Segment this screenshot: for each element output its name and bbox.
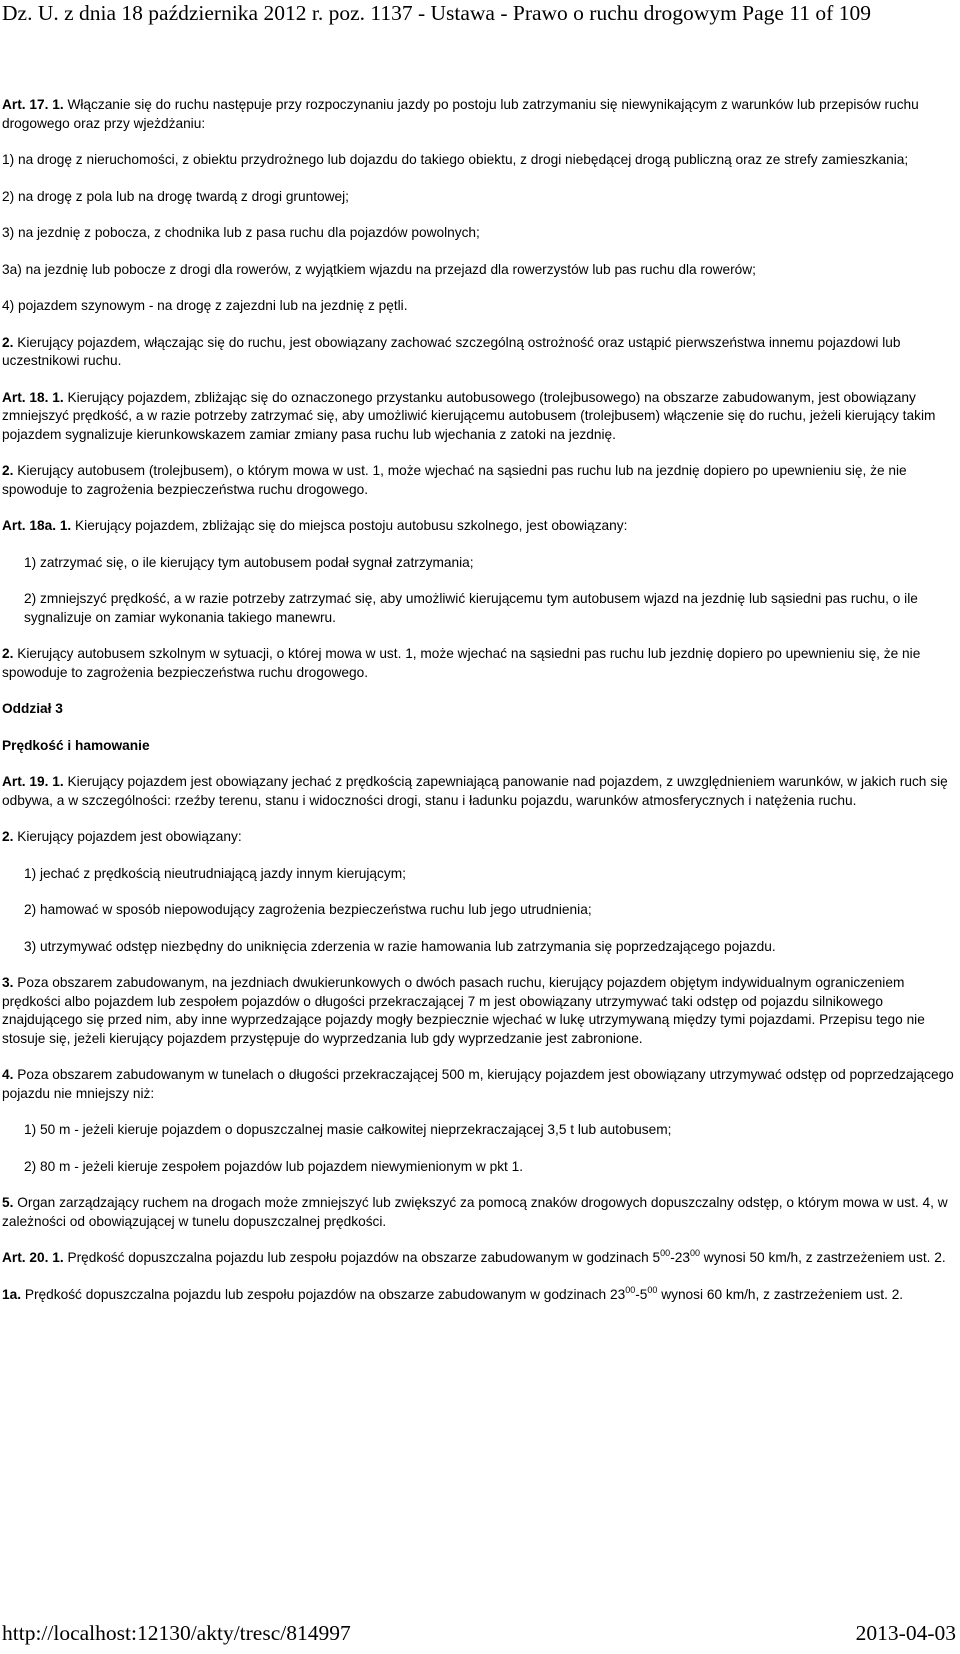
art19-paragraph <box>2 773 954 810</box>
art19-ust-5-text: Organ zarządzający ruchem na drogach może zmniejszyć lub zwiększyć za pomocą znaków drogowych dopuszczalny odstęp, o którym mowa w ust. 4, w zależności od obowiązującej w tunelu dopuszczalnej prędkości. <box>2 1195 948 1229</box>
art19-ust-2-item-2: 2) hamować w sposób niepowodujący zagrożenia bezpieczeństwa ruchu lub jego utrudnienia; <box>24 902 592 917</box>
footer-date: 2013-04-03 <box>855 1621 956 1645</box>
art19-ust-2-item-1: 1) jechać z prędkością nieutrudniającą jazdy innym kierującym; <box>24 865 406 881</box>
art20-ust-1a-text-b: -5 <box>635 1286 648 1302</box>
art20-sup-2: 00 <box>689 1248 700 1258</box>
footer-url: http://localhost:12130/akty/tresc/814997 <box>2 1621 351 1645</box>
art18-ust-2-text: Kierujący autobusem (trolejbusem), o którym mowa w ust. 1, może wjechać na sąsiedni pas ruchu lub na jezdnię dopiero po upewnieniu się, że nie spowoduje to zagrożenia bezpieczeństwa ruchu drogowego. <box>2 463 907 497</box>
art20-sup-1: 00 <box>660 1248 671 1258</box>
art19-text: Kierujący pojazdem jest obowiązany jechać z prędkością zapewniającą panowanie nad pojazdem, z uwzględnieniem warunków, w jakich ruch się odbywa, a w szczególności: rzeźby terenu, stanu i widoczności drogi, stanu i ładunku pojazdu, warunków atmosferycznych i natężenia ruchu. <box>2 774 948 808</box>
art20-ust-1a-text-a: Prędkość dopuszczalna pojazdu lub zespołu pojazdów na obszarze zabudowanym w godzinach 23 <box>24 1286 626 1302</box>
art19-ust-4-text: Poza obszarem zabudowanym w tunelach o długości przekraczającej 500 m, kierujący pojazdem jest obowiązany utrzymywać odstęp od poprzedzającego pojazdu nie mniejszy niż: <box>2 1067 954 1101</box>
art19-ust-4-item-2: 2) 80 m - jeżeli kieruje zespołem pojazdów lub pojazdem niewymienionym w pkt 1. <box>24 1158 524 1174</box>
art17-ust-2-text: Kierujący pojazdem, włączając się do ruchu, jest obowiązany zachować szczególną ostrożność oraz ustąpić pierwszeństwa innemu pojazdowi lub uczestnikowi ruchu. <box>2 334 901 368</box>
art18-text: Kierujący pojazdem, zbliżając się do oznaczonego przystanku autobusowego (trolejbusowego) na obszarze zabudowanym, jest obowiązany zmniejszyć prędkość, a w razie potrzeby zatrzymać się, aby umożliwić kierującemu autobusem (trolejbusem) włączenie się do ruchu, jeżeli kierujący takim pojazdem sygnalizuje kierunkowskazem zamiar zmiany pasa ruchu lub wjechania z zatoki na jezdnię. <box>2 389 936 442</box>
art17-ust-2-lead: 2. <box>2 334 14 350</box>
art19-ust-4-lead: 4. <box>2 1067 14 1082</box>
art17-item-2: 2) na drogę z pola lub na drogę twardą z drogi gruntowej; <box>2 188 349 204</box>
art19-ust-5-lead: 5. <box>2 1195 14 1210</box>
art19-ust-3-text: Poza obszarem zabudowanym, na jezdniach dwukierunkowych o dwóch pasach ruchu, kierujący pojazdem objętym indywidualnym ograniczeniem prędkości albo pojazdem lub zespołem pojazdów o długości przekraczającej 7 m jest obowiązany utrzymywać taki odstęp od pojazdu silnikowego znajdującego się przed nim, aby inne wyprzedzające pojazdy mogły bezpiecznie wjechać w lukę utrzymywaną między tymi pojazdami. Przepisu tego nie stosuje się, jeżeli kierujący pojazdem przystępuje do wyprzedzania lub gdy wyprzedzanie jest zabronione. <box>2 975 925 1046</box>
art18-lead: Art. 18. 1. <box>2 389 64 405</box>
art18a-item-1: 1) zatrzymać się, o ile kierujący tym autobusem podał sygnał zatrzymania; <box>24 554 474 570</box>
art17-item-3a: 3a) na jezdnię lub pobocze z drogi dla rowerów, z wyjątkiem wjazdu na przejazd dla rowerzystów lub pas ruchu dla rowerów; <box>2 261 756 277</box>
art20-text-c: wynosi 50 km/h, z zastrzeżeniem ust. 2. <box>700 1250 946 1265</box>
art20-ust-1a-sup-1: 00 <box>625 1284 636 1295</box>
art18-ust-2-lead: 2. <box>2 463 14 478</box>
art17-item-4: 4) pojazdem szynowym - na drogę z zajezdni lub na jezdnię z pętli. <box>2 298 408 313</box>
art17-text: Włączanie się do ruchu następuje przy rozpoczynaniu jazdy po postoju lub zatrzymaniu się niewynikającym z warunków lub przepisów ruchu drogowego oraz przy wjeżdżaniu: <box>2 97 919 131</box>
art18a-ust-2 <box>2 645 954 682</box>
art19-ust-5 <box>2 1194 954 1231</box>
art17-ust-2 <box>2 334 954 371</box>
art17-item-1: 1) na drogę z nieruchomości, z obiektu przydrożnego lub dojazdu do takiego obiektu, z drogi niebędącej drogą publiczną oraz ze strefy zamieszkania; <box>2 152 909 167</box>
art17-lead: Art. 17. 1. <box>2 97 64 112</box>
art18-ust-2 <box>2 462 954 499</box>
art19-ust-4 <box>2 1066 954 1103</box>
art18a-lead: Art. 18a. 1. <box>2 518 72 533</box>
section-subtitle: Prędkość i hamowanie <box>2 737 150 753</box>
art19-ust-2 <box>2 828 954 847</box>
art20-lead: Art. 20. 1. <box>2 1250 64 1265</box>
art18a-item-2: 2) zmniejszyć prędkość, a w razie potrzeby zatrzymać się, aby umożliwić kierującemu tym autobusem wjazd na jezdnię lub sąsiedni pas ruchu, o ile sygnalizuje on zamiar wykonania takiego manewru. <box>24 591 918 625</box>
section-title: Oddział 3 <box>2 701 63 716</box>
art17-paragraph <box>2 96 954 133</box>
art20-text-a: Prędkość dopuszczalna pojazdu lub zespołu pojazdów na obszarze zabudowanym w godzinach 5 <box>67 1250 661 1265</box>
art20-ust-1a-text-c: wynosi 60 km/h, z zastrzeżeniem ust. 2. <box>657 1286 904 1302</box>
document-body <box>2 96 954 1322</box>
art20-ust-1a-lead: 1a. <box>2 1286 22 1302</box>
art18a-text: Kierujący pojazdem, zbliżając się do miejsca postoju autobusu szkolnego, jest obowiązany: <box>75 518 628 533</box>
art20-ust-1a <box>2 1286 954 1305</box>
art19-ust-2-item-3: 3) utrzymywać odstęp niezbędny do uniknięcia zderzenia w razie hamowania lub zatrzymania się poprzedzającego pojazdu. <box>24 938 776 954</box>
art20-ust-1a-sup-2: 00 <box>647 1284 658 1295</box>
art19-ust-3-lead: 3. <box>2 975 14 990</box>
art20-paragraph <box>2 1249 954 1268</box>
art18a-paragraph <box>2 517 954 536</box>
art19-ust-3 <box>2 974 954 1048</box>
art19-lead: Art. 19. 1. <box>2 774 64 789</box>
art19-ust-2-text: Kierujący pojazdem jest obowiązany: <box>17 829 242 844</box>
art18-paragraph <box>2 389 954 445</box>
art19-ust-4-item-1: 1) 50 m - jeżeli kieruje pojazdem o dopuszczalnej masie całkowitej nieprzekraczającej 3,5 t lub autobusem; <box>24 1122 672 1137</box>
art20-text-b: -23 <box>670 1250 690 1265</box>
art18a-ust-2-text: Kierujący autobusem szkolnym w sytuacji, o której mowa w ust. 1, może wjechać na sąsiedni pas ruchu lub jezdnię dopiero po upewnieniu się, że nie spowoduje to zagrożenia bezpieczeństwa ruchu drogowego. <box>2 646 921 680</box>
art19-ust-2-lead: 2. <box>2 829 14 844</box>
page-header: Dz. U. z dnia 18 października 2012 r. poz. 1137 - Ustawa - Prawo o ruchu drogowym Page 11 of 109 <box>2 1 871 25</box>
art17-item-3: 3) na jezdnię z pobocza, z chodnika lub z pasa ruchu dla pojazdów powolnych; <box>2 225 480 240</box>
art18a-ust-2-lead: 2. <box>2 646 14 661</box>
